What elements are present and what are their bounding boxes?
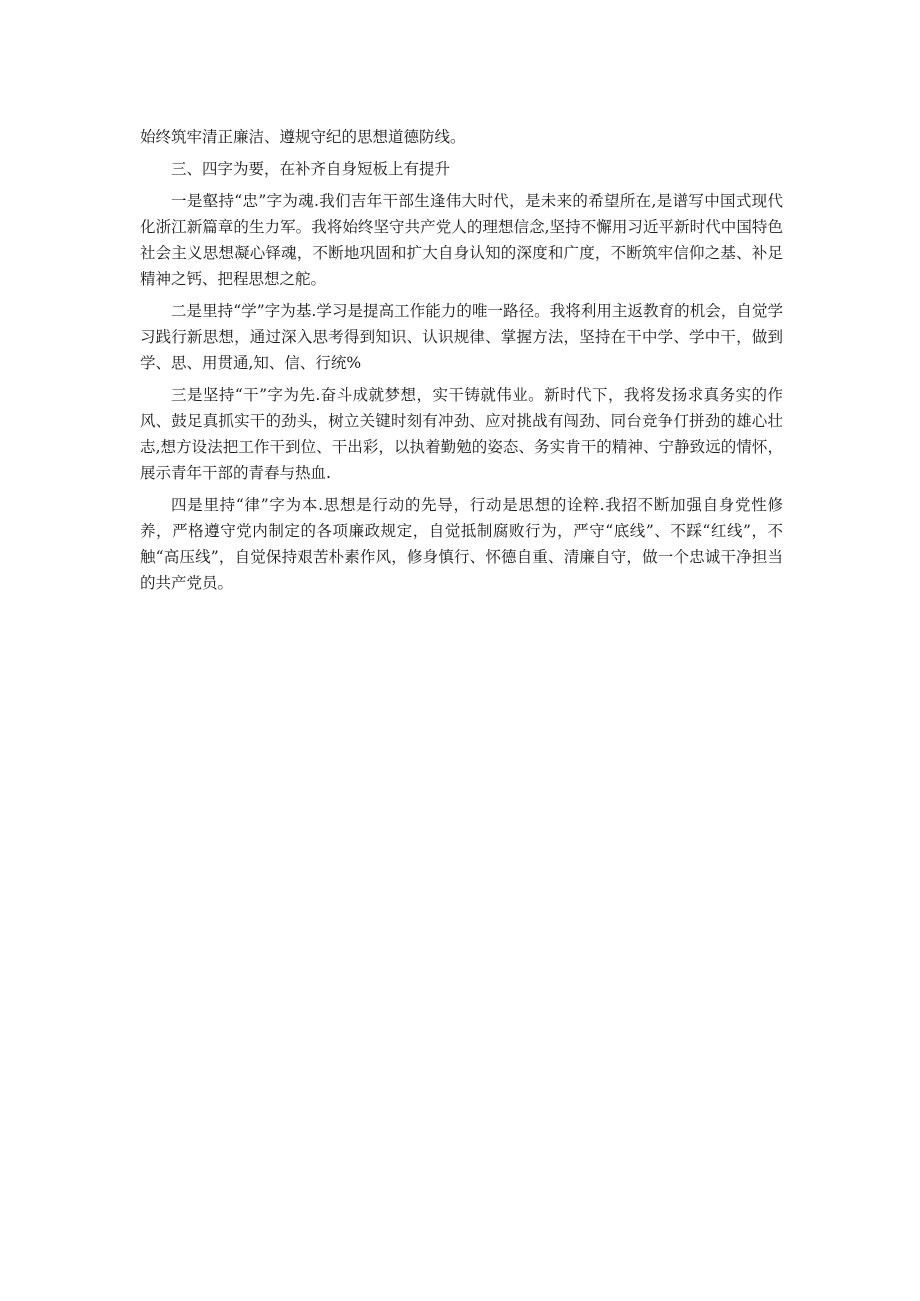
paragraph-action: 三是坚持“干”字为先.奋斗成就梦想，实干铸就伟业。新时代下，我将发扬求真务实的作风、鼓足真抓实干的劲头，树立关键时刻有冲劲、应对挑战有闯劲、同台竞争仃拼劲的雄心壮志,想方设法把工作干到位、干出彩，以执着勤勉的姿态、务实肯干的精神、宁静致远的情怀，展示青年干部的青春与热血.: [140, 386, 783, 482]
section-heading: 三、四字为要，在补齐自身短板上有提升: [171, 160, 451, 178]
paragraph-loyalty: 一是壑持“忠”字为魂.我们吉年干部生逢伟大时代，是未来的希望所在,是谱写中国式现代化浙江新篇章的生力军。我将始终坚守共产党人的理想信念,坚持不懈用习近平新时代中国特色社会主义思想凝心铎魂，不断地巩固和扩大自身认知的深度和广度，不断筑牢信仰之基、补足精神之钙、把程思想之舵。: [140, 192, 783, 288]
paragraph-discipline: 四是里持“律”字为本.思想是行动的先导，行动是思想的诠粹.我招不断加强自身党性修养，严格遵守党内制定的各项廉政规定，自觉抵制腐败行为，严守“底线”、不踩“红线”，不触“高压线”，自觉保持艰苦朴素作风，修身慎行、怀德自重、清廉自守，做一个忠诚干净担当的共产党员。: [140, 496, 783, 592]
paragraph-learning: 二是里持“学”字为基.学习是提高工作能力的唯一路径。我将利用主返教育的机会，自觉学习践行新思想，通过深入思考得到知识、认识规律、掌握方法，坚持在干中学、学中干，做到学、思、用贯通,知、信、行统%: [140, 302, 783, 372]
paragraph-continuation: 始终筑牢清正廉洁、遵规守纪的思想道德防线。: [140, 128, 466, 146]
document-body: [140, 124, 783, 602]
